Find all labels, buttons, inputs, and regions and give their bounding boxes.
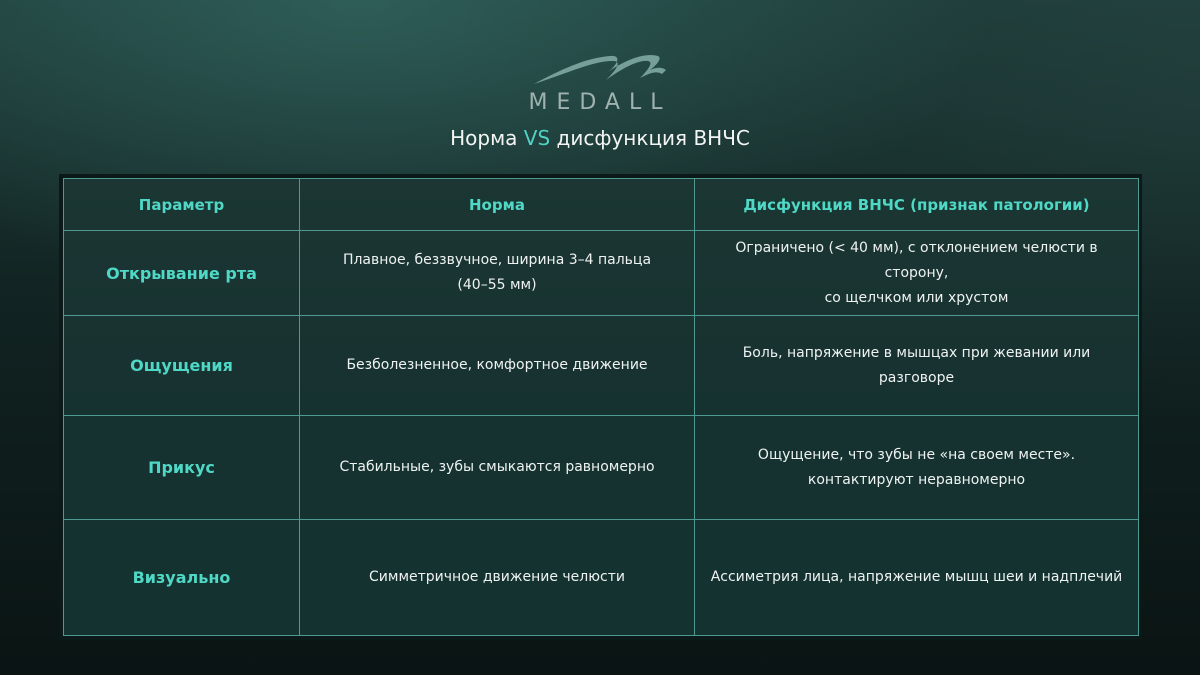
table-row [64, 416, 1139, 520]
table-row [64, 520, 1139, 636]
row-norm [300, 231, 695, 316]
cell-line: Стабильные, зубы смыкаются равномерно [339, 459, 655, 475]
row-parameter: Открывание рта [64, 231, 300, 316]
table-row [64, 316, 1139, 416]
row-parameter: Ощущения [64, 316, 300, 416]
table-header-row [64, 179, 1139, 231]
medall-m-logo-icon [530, 50, 670, 90]
logo [500, 50, 700, 120]
row-parameter: Визуально [64, 520, 300, 636]
row-dysfunction [695, 316, 1139, 416]
header-dysfunction: Дисфункция ВНЧС (признак патологии) [695, 179, 1139, 231]
cell-line: Симметричное движение челюсти [369, 569, 625, 585]
cell-line: со щелчком или хрустом [824, 289, 1009, 306]
header-parameter: Параметр [64, 179, 300, 231]
page-title [0, 126, 1200, 150]
cell-line: (40–55 мм) [457, 277, 537, 293]
comparison-table [63, 178, 1139, 636]
cell-line: контактируют неравномерно [807, 471, 1026, 488]
cell-line: Ассиметрия лица, напряжение мышц шеи и надплечий [710, 569, 1123, 585]
title-vs: VS [523, 126, 551, 150]
comparison-table-frame [59, 174, 1142, 640]
cell-line: Безболезненное, комфортное движение [346, 357, 648, 373]
header-norm: Норма [300, 179, 695, 231]
table-row [64, 231, 1139, 316]
cell-line: Ощущение, что зубы не «на своем месте». [757, 446, 1076, 463]
row-norm [300, 316, 695, 416]
title-prefix: Норма [450, 126, 518, 150]
row-dysfunction [695, 520, 1139, 636]
row-dysfunction [695, 416, 1139, 520]
logo-wordmark: MEDALL [528, 90, 672, 115]
title-suffix: дисфункция ВНЧС [556, 126, 750, 150]
cell-line: Плавное, беззвучное, ширина 3–4 пальца [342, 252, 652, 268]
row-norm [300, 416, 695, 520]
cell-line: Боль, напряжение в мышцах при жевании или разговоре [742, 344, 1091, 386]
row-dysfunction [695, 231, 1139, 316]
row-parameter: Прикус [64, 416, 300, 520]
cell-line: Ограничено (< 40 мм), с отклонением челюсти в сторону, [735, 239, 1098, 281]
row-norm [300, 520, 695, 636]
